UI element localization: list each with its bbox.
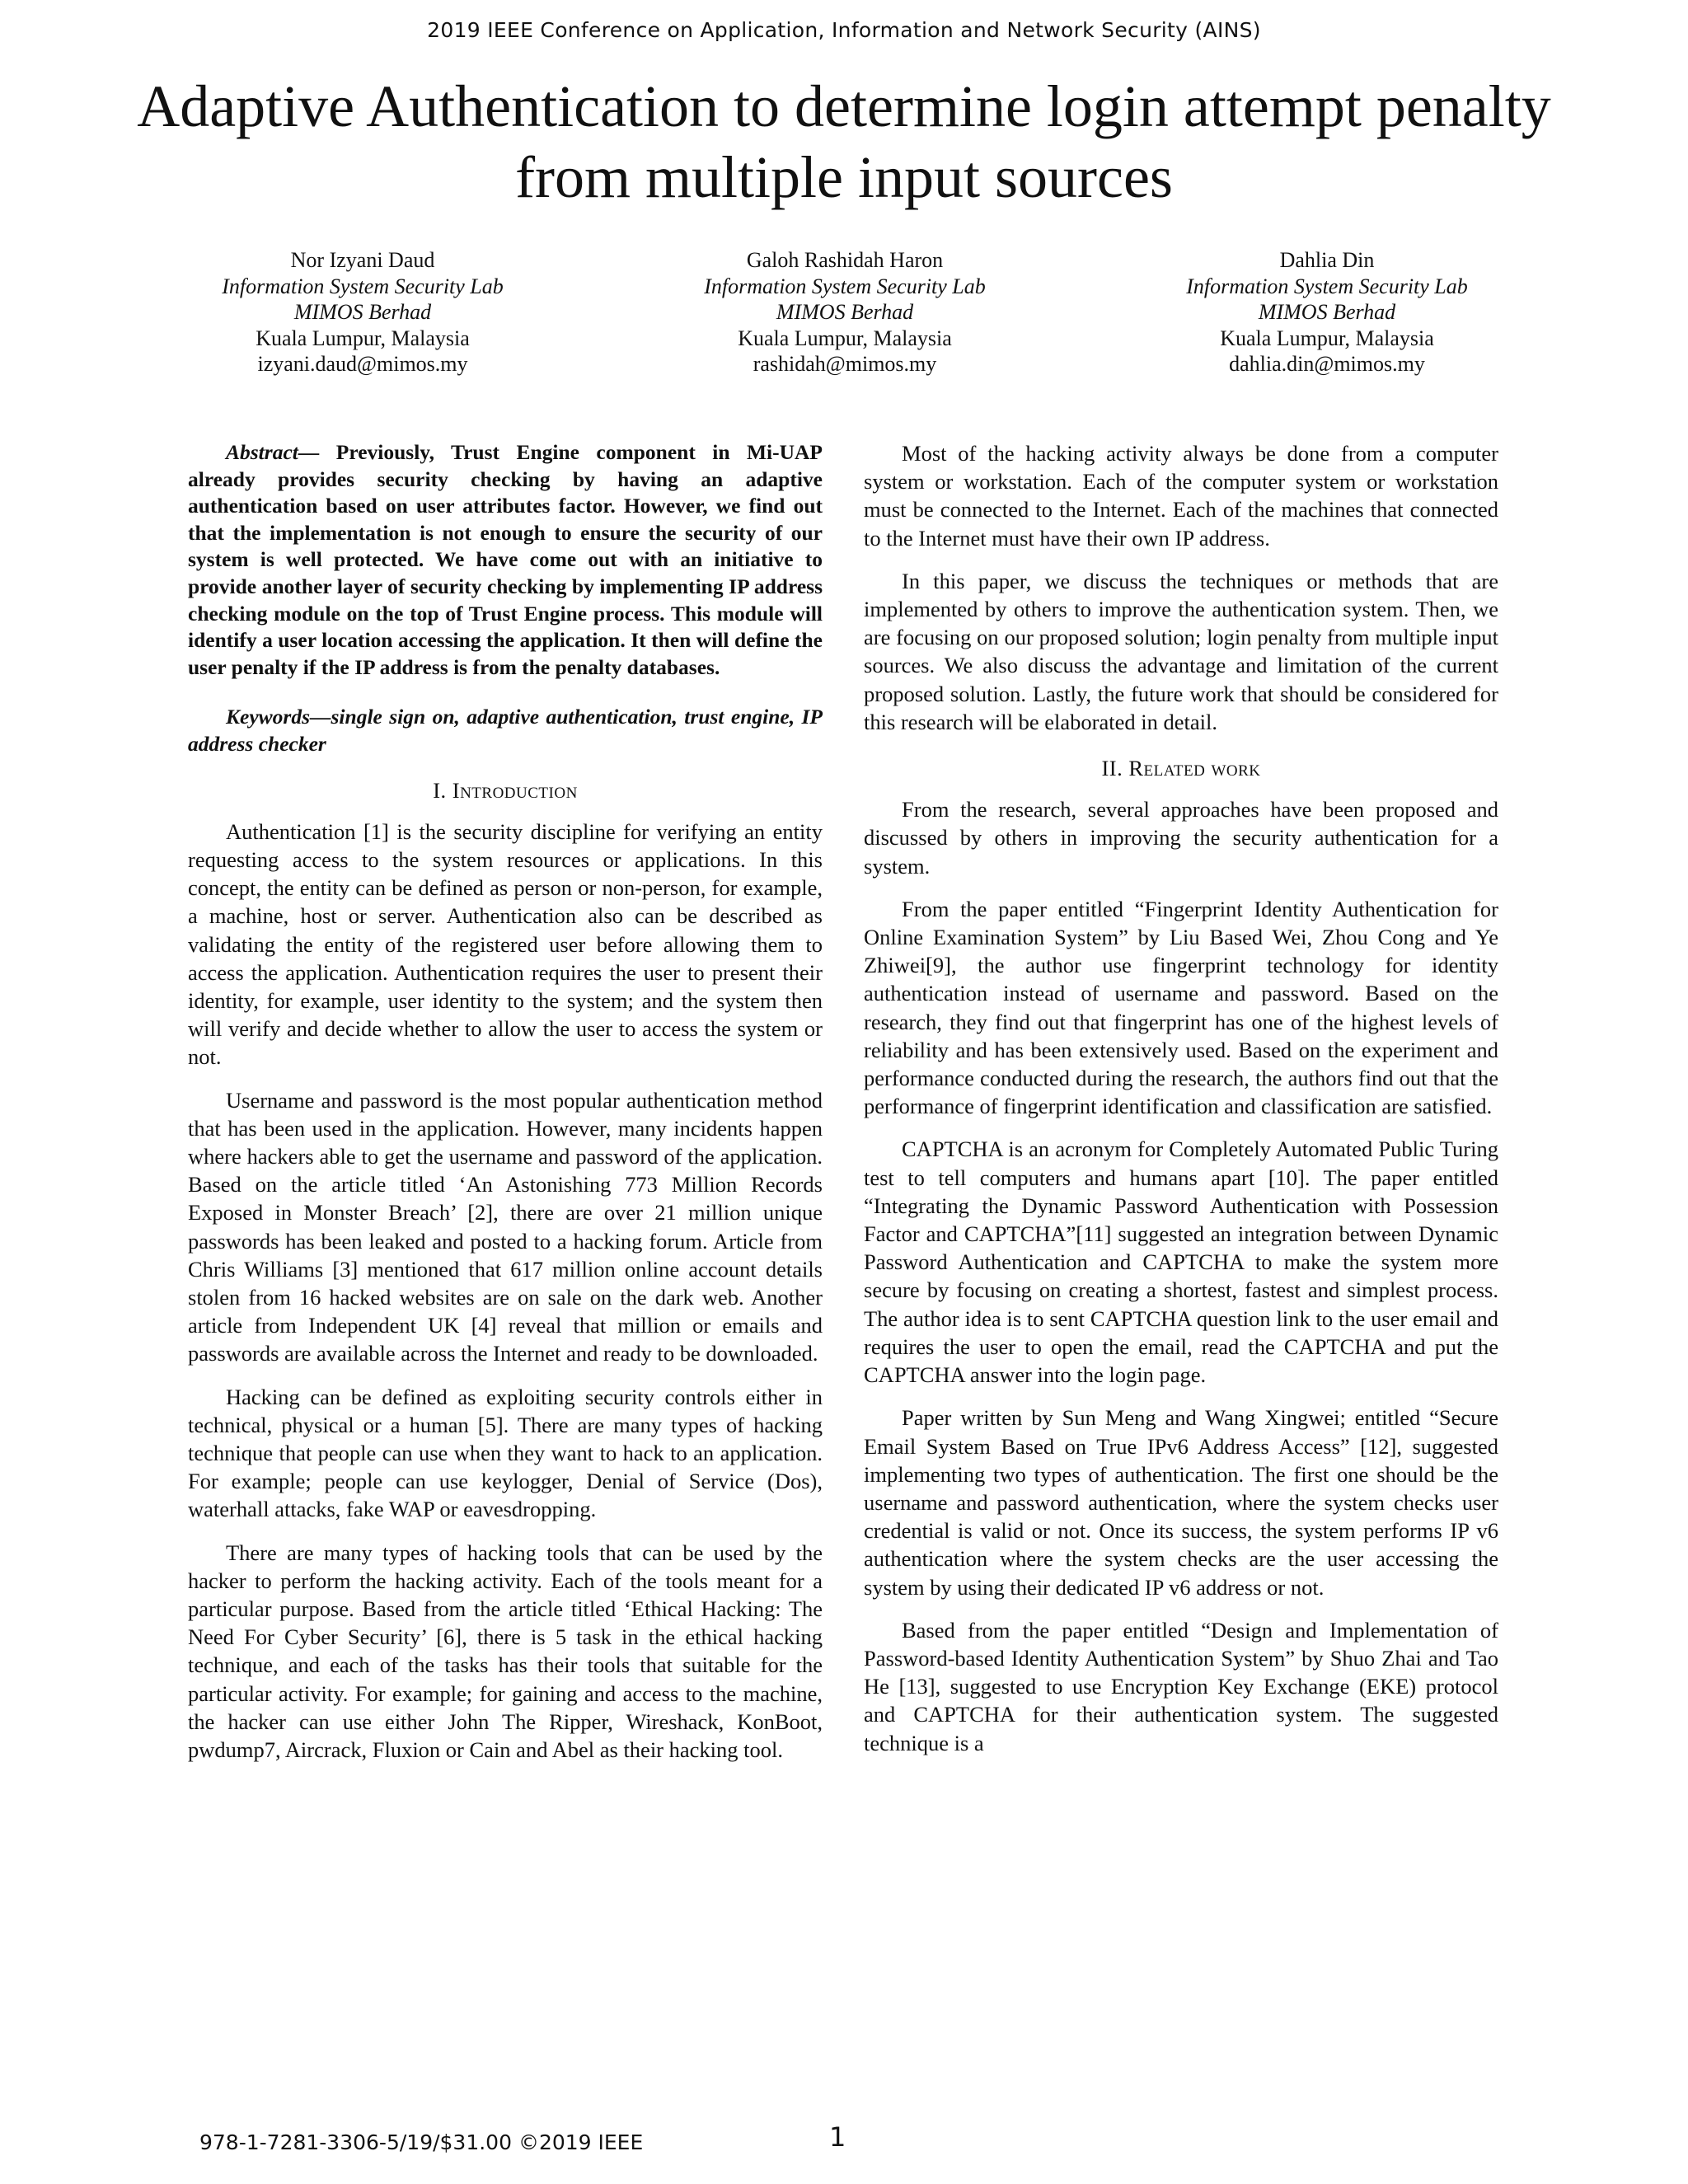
paragraph: Hacking can be defined as exploiting security controls either in technical, physical or a human [5]. There are many types of hacking technique that people can use when they want to hack to an application. For example; people can use keylogger, Denial of Service (Dos), waterhall attacks, fake WAP or eavesdropping. [188,1384,823,1522]
conference-header: 2019 IEEE Conference on Application, Information and Network Security (AINS) [427,18,1261,42]
author-location: Kuala Lumpur, Malaysia [1220,326,1434,350]
section-heading-introduction: I. Introduction [433,777,578,803]
abstract-text: Previously, Trust Engine component in Mi-UAP already provides security checking by having an adaptive authentication based on user attributes factor. However, we find out that the implementation is not enough to ensure the security of our system is well protected. We have come out with an initiative to provide another layer of security checking by implementing IP address checking module on the top of Trust Engine process. This module will identify a user location accessing the application. It then will define the user penalty if the IP address is from the penalty databases. [188,440,823,679]
author-org: MIMOS Berhad [293,300,432,324]
keywords-text: single sign on, adaptive authentication, trust engine, IP address checker [188,705,823,756]
paper-title: Adaptive Authentication to determine login attempt penalty from multiple input sources [137,73,1551,210]
paragraph: There are many types of hacking tools that can be used by the hacker to perform the hacking activity. Each of the tools meant for a particular purpose. Based from the article titled ‘Ethical Hacking: The Need For Cyber Security’ [6], there is 5 task in the ethical hacking technique, and each of the tasks has their tools that suitable for the particular activity. For example; for gaining and access to the machine, the hacker can use either John The Ripper, Wireshack, KonBoot, pwdump7, Aircrack, Fluxion or Cain and Abel as their hacking tool. [188,1540,823,1763]
paragraph: Username and password is the most popular authentication method that has been used in the application. However, many incidents happen where hackers able to get the username and password of the application. Based on the article titled ‘An Astonishing 773 Million Records Exposed in Monster Breach’ [2], there are over 21 million unique passwords has been leaked and posted to a hacking forum. Article from Chris Williams [3] mentioned that 617 million online account details stolen from 16 hacked websites are on sale on the dark web. Another article from Independent UK [4] reveal that million or emails and passwords are available across the Internet and ready to be downloaded. [188,1087,823,1366]
abstract [188,439,823,681]
right-column [864,439,1498,1772]
author-1 [190,247,536,377]
keywords-label: Keywords— [226,705,331,729]
page-number: 1 [829,2121,846,2153]
author-2 [672,247,1018,377]
section-heading-related-work: II. Related work [1101,756,1261,781]
left-column [188,439,823,1779]
paragraph: CAPTCHA is an acronym for Completely Automated Public Turing test to tell computers and humans apart [10]. The paper entitled “Integrating the Dynamic Password Authentication with Possession Factor and CAPTCHA”[11] suggested an integration between Dynamic Password Authentication and CAPTCHA to make the system more secure by focusing on creating a shortest, fastest and simplest process. The author idea is to sent CAPTCHA question link to the user email and requires the user to open the email, read the CAPTCHA and put the CAPTCHA answer into the login page. [864,1137,1498,1388]
abstract-label: Abstract— [226,440,320,464]
author-lab: Information System Security Lab [1186,274,1468,298]
paragraph: In this paper, we discuss the techniques or methods that are implemented by others to improve the authentication system. Then, we are focusing on our proposed solution; login penalty from multiple input sources. We also discuss the advantage and limitation of the current proposed solution. Lastly, the future work that should be considered for this research will be elaborated in detail. [864,568,1498,734]
author-block [190,247,1500,377]
paragraph: From the paper entitled “Fingerprint Identity Authentication for Online Examination System” by Liu Based Wei, Zhou Cong and Ye Zhiwei[9], the author use fingerprint technology for identity authentication instead of username and password. Based on the research, they find out that fingerprint has one of the highest levels of reliability and has been extensively used. Based on the experiment and performance conducted during the research, the authors find out that the performance of fingerprint identification and classification are satisfied. [864,896,1498,1119]
author-3 [1154,247,1500,377]
author-email: izyani.daud@mimos.my [257,352,468,376]
author-org: MIMOS Berhad [1258,300,1396,324]
author-name: Galoh Rashidah Haron [746,248,944,272]
author-location: Kuala Lumpur, Malaysia [738,326,952,350]
copyright-footer: 978-1-7281-3306-5/19/$31.00 ©2019 IEEE [199,2130,644,2154]
author-lab: Information System Security Lab [222,274,504,298]
keywords [188,704,823,757]
paragraph: From the research, several approaches have been proposed and discussed by others in improving the security authentication for a system. [864,797,1498,879]
author-name: Dahlia Din [1279,248,1375,272]
author-lab: Information System Security Lab [704,274,986,298]
author-location: Kuala Lumpur, Malaysia [256,326,470,350]
author-org: MIMOS Berhad [776,300,914,324]
author-email: dahlia.din@mimos.my [1229,352,1425,376]
author-name: Nor Izyani Daud [290,248,435,272]
paragraph: Based from the paper entitled “Design and Implementation of Password-based Identity Authentication System” by Shuo Zhai and Tao He [13], suggested to use Encryption Key Exchange (EKE) protocol and CAPTCHA for their authentication system. The suggested technique is a [864,1617,1498,1755]
paragraph: Paper written by Sun Meng and Wang Xingwei; entitled “Secure Email System Based on True IPv6 Address Access” [12], suggested implementing two types of authentication. The first one should be the username and password authentication, where the system checks user credential is valid or not. Once its success, the system performs IP v6 authentication where the system checks are the user accessing the system by using their dedicated IP v6 address or not. [864,1405,1498,1600]
author-email: rashidah@mimos.my [753,352,937,376]
paragraph: Authentication [1] is the security discipline for verifying an entity requesting access to the system resources or applications. In this concept, the entity can be defined as person or non-person, for example, a machine, host or server. Authentication also can be described as validating the entity of the registered user before allowing them to access the application. Authentication requires the user to present their identity, for example, user identity to the system; and the system then will verify and decide whether to allow the user to access the system or not. [188,818,823,1070]
paragraph: Most of the hacking activity always be done from a computer system or workstation. Each of the computer system or workstation must be connected to the Internet. Each of the machines that connected to the Internet must have their own IP address. [864,441,1498,551]
